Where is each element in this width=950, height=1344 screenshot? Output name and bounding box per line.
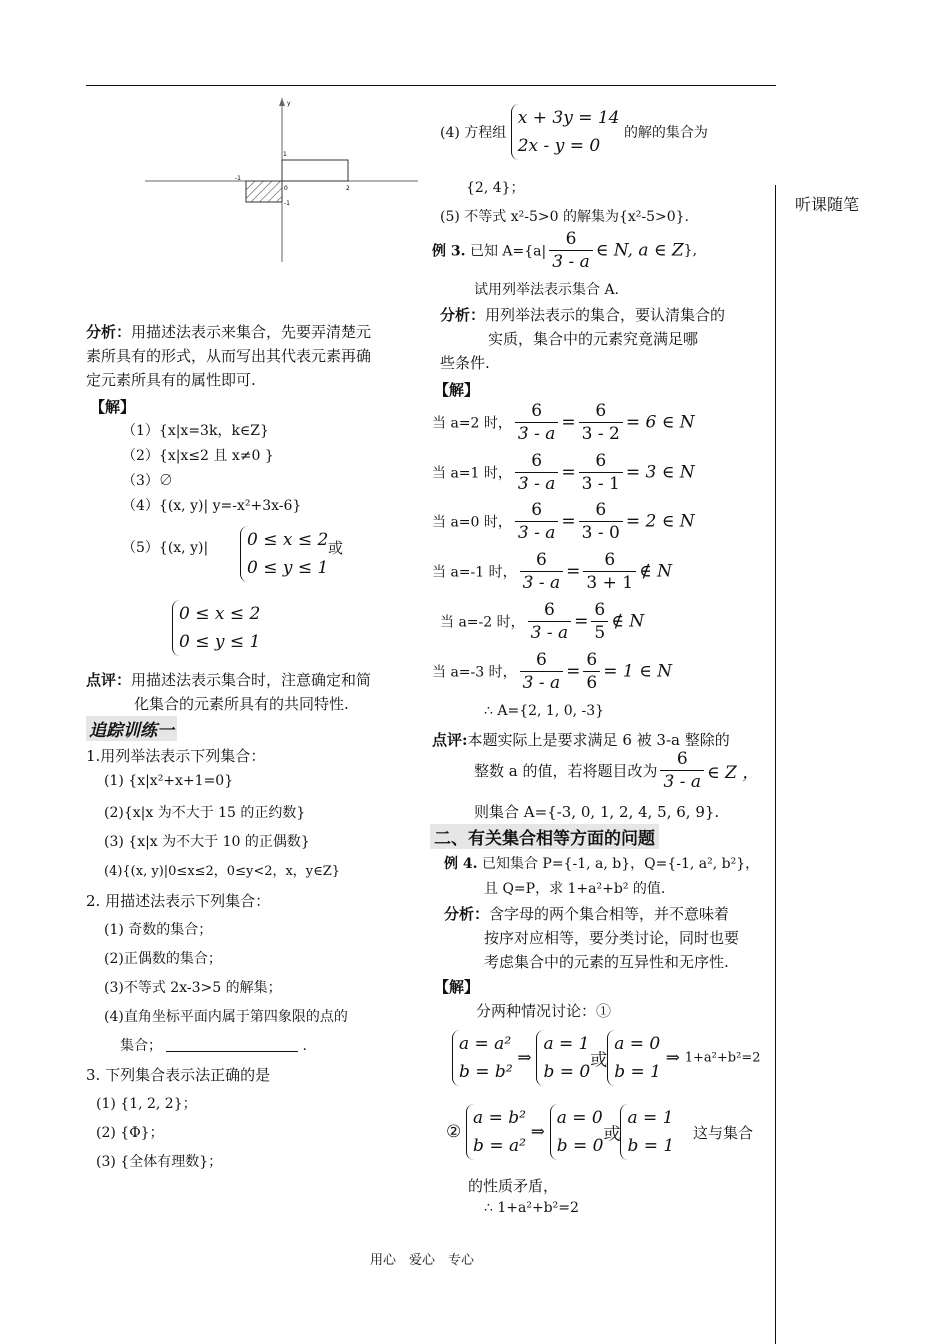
shaded-rect-q3	[246, 181, 282, 202]
analysis-block: 分析：用描述法表示来集合，先要弄清楚元 素所具有的形式，从而写出其代表元素再确 定元素所具有的属性即可.	[86, 323, 372, 389]
exercise-1-title: 1.用列举法表示下列集合：	[86, 747, 266, 765]
sidebar-note: 听课随笔	[795, 195, 860, 214]
case-am3: 当 a=-3 时， $\frac{6}{3 - a}$ = $\frac{6}{6}$ = 1 ∈ N	[432, 650, 672, 693]
shaded-region-graph	[140, 92, 425, 267]
exercise-2-3: (3)不等式 2x-3>5 的解集；	[104, 980, 282, 996]
svg-text:-1: -1	[235, 175, 241, 182]
final-answer: ∴ 1+a²+b²=2	[484, 1200, 579, 1216]
exercise-3-3: (3) {全体有理数}；	[96, 1154, 223, 1170]
example-3-comment-line3: 则集合 A={-3, 0, 1, 2, 4, 5, 6, 9}.	[474, 803, 720, 821]
example-4-solution: 【解】	[434, 978, 480, 996]
exercise-1-1: (1) {x|x²+x+1=0}	[104, 773, 234, 789]
example-3-line2: 试用列举法表示集合 A.	[474, 282, 620, 298]
example-4-analysis: 分析：含字母的两个集合相等，并不意味着 按序对应相等，要分类讨论，同时也要 考虑集合中的元素的互异性和无序性.	[444, 905, 740, 971]
example-3-solution: 【解】	[434, 381, 480, 399]
case-am2: 当 a=-2 时， $\frac{6}{3 - a}$ = $\frac{6}{5}$ ∉ N	[440, 600, 645, 643]
exercise-3-1: (1) {1, 2, 2}；	[96, 1096, 197, 1112]
answer-5: （5）{(x, y)|	[122, 540, 209, 556]
example-4: 例 4. 已知集合 P={-1, a, b}，Q={-1, a², b²}， 且 Q=P，求 1+a²+b² 的值.	[444, 856, 760, 897]
exercise-3-title: 3. 下列集合表示法正确的是	[86, 1066, 271, 1084]
answer-5-system-2: 0 ≤ x ≤ 2 0 ≤ y ≤ 1	[172, 600, 260, 656]
item-4: (4) 方程组 x + 3y = 14 2x - y = 0 的解的集合为	[440, 104, 708, 160]
example-3: 例 3. 已知 A={a| $\frac{6}{3 - a}$ ∈ N, a ∈ Z},	[432, 229, 698, 272]
answer-3: （3）∅	[122, 473, 173, 489]
svg-text:2: 2	[346, 185, 350, 192]
case-a0: 当 a=0 时， $\frac{6}{3 - a}$ = $\frac{6}{3 - 0}$ = 2 ∈ N	[432, 500, 695, 543]
top-rule	[86, 85, 776, 86]
example-3-comment-line2: 整数 a 的值，若将题目改为 $\frac{6}{3 - a}$ ∈ Z ，	[474, 749, 760, 792]
svg-text:0: 0	[284, 185, 288, 192]
exercise-2-4: (4)直角坐标平面内属于第四象限的点的	[104, 1009, 348, 1025]
comment-block: 点评：用描述法表示集合时，注意确定和简 化集合的元素所具有的共同特性.	[86, 671, 372, 713]
y-axis-label: y	[287, 100, 291, 107]
svg-text:-1: -1	[284, 200, 290, 207]
exercise-1-4: (4){(x, y)|0≤x≤2，0≤y<2，x，y∈Z}	[104, 864, 341, 879]
example-3-conclusion: ∴ A={2, 1, 0, -3}	[484, 703, 605, 719]
solution-label: 【解】	[90, 398, 136, 416]
example-4-intro: 分两种情况讨论：①	[476, 1002, 612, 1020]
answer-5-system-1: 0 ≤ x ≤ 2 0 ≤ y ≤ 1	[240, 526, 328, 582]
tracking-title: 追踪训练一	[86, 716, 177, 741]
case-2-line2: 的性质矛盾，	[468, 1177, 559, 1195]
item-4-answer: {2, 4}；	[466, 180, 525, 196]
example-3-analysis: 分析：用列举法表示的集合，要认清集合的 实质，集合中的元素究竟满足哪 些条件.	[440, 306, 726, 372]
answer-4: （4）{(x, y)| y=-x²+3x-6}	[122, 498, 302, 514]
section-2-title: 二、有关集合相等方面的问题	[430, 824, 659, 849]
shaded-rect-q1	[282, 160, 348, 181]
exercise-1-3: (3) {x|x 为不大于 10 的正偶数}	[104, 834, 310, 850]
case-am1: 当 a=-1 时， $\frac{6}{3 - a}$ = $\frac{6}{3 + 1}$ ∉ N	[432, 550, 672, 593]
exercise-2-2: (2)正偶数的集合；	[104, 951, 222, 967]
answer-2: （2）{x|x≤2 且 x≠0 }	[122, 448, 274, 464]
item-5: (5) 不等式 x²-5>0 的解集为{x²-5>0}.	[440, 209, 690, 225]
sidebar-rule	[775, 185, 776, 1344]
exercise-2-4-blank: 集合； .	[120, 1038, 307, 1054]
exercise-3-2: (2) {Φ}；	[96, 1125, 164, 1141]
exercise-1-2: (2){x|x 为不大于 15 的正约数}	[104, 805, 306, 821]
exercise-2-title: 2. 用描述法表示下列集合：	[86, 892, 271, 910]
case-a1: 当 a=1 时， $\frac{6}{3 - a}$ = $\frac{6}{3 - 1}$ = 3 ∈ N	[432, 451, 695, 494]
svg-text:1: 1	[283, 151, 287, 158]
case-a2: 当 a=2 时， $\frac{6}{3 - a}$ = $\frac{6}{3 - 2}$ = 6 ∈ N	[432, 401, 695, 444]
exercise-2-1: (1) 奇数的集合；	[104, 922, 213, 938]
item-4-system: x + 3y = 14 2x - y = 0	[511, 104, 620, 160]
answer-1: （1）{x|x=3k，k∈Z}	[122, 423, 269, 439]
case-2-derivation: ② a = b² b = a² ⇒ a = 0 b = 0 或 a = 1 b = 1 这与集合	[446, 1104, 753, 1160]
case-1-derivation: a = a² b = b² ⇒ a = 1 b = 0 或 a = 0 b = 1 ⇒ 1+a²+b²=2	[452, 1030, 760, 1086]
footer: 用心 爱心 专心	[370, 1253, 475, 1268]
example-3-comment: 点评:本题实际上是要求满足 6 被 3-a 整除的	[432, 731, 730, 749]
or-label: 或	[328, 539, 344, 557]
analysis-label: 分析：	[86, 323, 132, 341]
